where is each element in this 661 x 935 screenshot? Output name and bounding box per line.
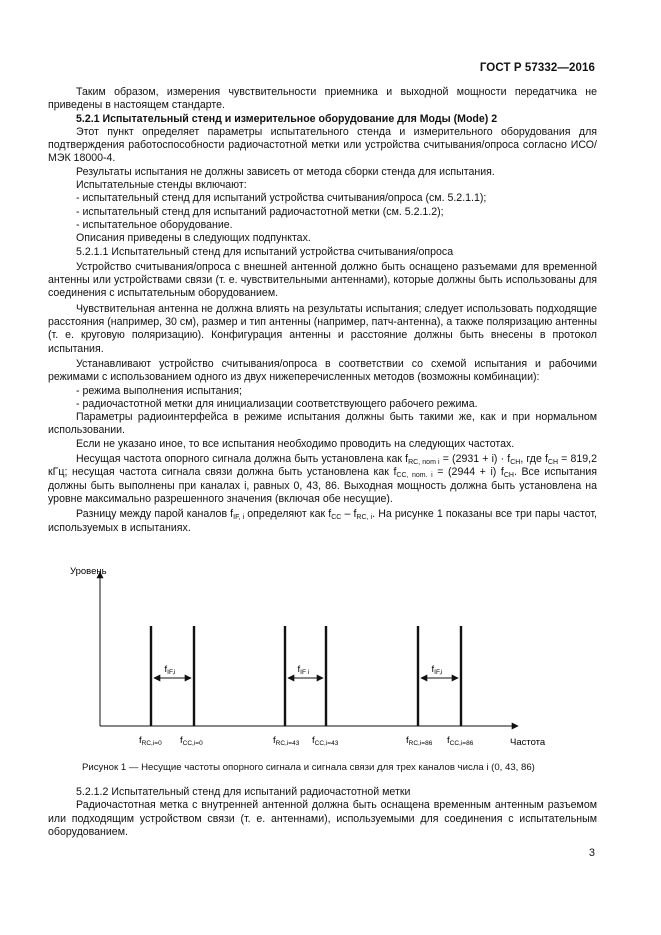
- difference-paragraph: Разницу между парой каналов $f_{IF, i}$ определяют как $f_{CC} - f_{RC, i}$. На рисунке 1 показаны все три пары частот, используемых в испытаниях.: [48, 508, 597, 534]
- y-axis-label: Уровень: [70, 566, 107, 577]
- frequency-paragraph: Несущая частота опорного сигнала должна быть установлена как $f_{RC, nom i} = (2931 + i) \cdot f_{CH}$, где $f_{CH} = 819,2$ кГц; несущая частота сигнала связи должна быть установлена как $f_{CC, nom. i} = (2944 + i)$ $f_{CH}$. Все испытания должны быть выполнены при каналах i, равных 0, 43, 86. Выходная мощность должна быть установлена на уровне максимально разрешенного значения (включая обе несущие).: [48, 453, 598, 505]
- paragraph: Устройство считывания/опроса с внешней антенной должно быть оснащено разъемами для временной антенны или устройствами связи (т. е. чувствительными антеннами), которые должны быть использованы для соединения с испытательным оборудованием.: [48, 260, 597, 300]
- paragraph: Испытательные стенды включают:: [76, 179, 247, 192]
- diagram-svg: [48, 562, 597, 762]
- main-text: [48, 86, 597, 535]
- following-text: [48, 786, 597, 839]
- subsection-heading: 5.2.1.1 Испытательный стенд для испытаний устройства считывания/опроса: [76, 245, 454, 258]
- document-header: ГОСТ Р 57332—2016: [479, 62, 595, 74]
- x-axis-label: Частота: [510, 737, 546, 748]
- paragraph: Результаты испытания не должны зависеть от метода сборки стенда для испытания.: [76, 165, 495, 178]
- cc-frequency-label: $f_{CC,i=0}$: [180, 735, 203, 747]
- list-item: - испытательный стенд для испытаний радиочастотной метки (см. 5.2.1.2);: [76, 205, 444, 218]
- frequency-diagram: [48, 562, 597, 762]
- paragraph: Таким образом, измерения чувствительности приемника и выходной мощности передатчика не приведены в настоящем стандарте.: [48, 86, 597, 112]
- section-heading: 5.2.1 Испытательный стенд и измерительное оборудование для Моды (Mode) 2: [76, 112, 498, 125]
- rc-frequency-label: $f_{RC,i=86}$: [406, 735, 433, 747]
- paragraph: Описания приведены в следующих подпунктах.: [76, 232, 311, 245]
- rc-frequency-label: $f_{RC,i=0}$: [139, 735, 162, 747]
- subsection-heading: 5.2.1.2 Испытательный стенд для испытаний радиочастотной метки: [76, 786, 411, 798]
- list-item: - радиочастотной метки для инициализации соответствующего рабочего режима.: [76, 397, 478, 410]
- cc-frequency-label: $f_{CC,i=86}$: [447, 735, 474, 747]
- page-number: 3: [588, 847, 595, 859]
- paragraph: Устанавливают устройство считывания/опроса в соответствии со схемой испытания и рабочими режимами с использованием одного из двух нижеперечисленных методов (возможны комбинации):: [48, 357, 597, 384]
- figure-caption: Рисунок 1 — Несущие частоты опорного сигнала и сигнала связи для трех каналов числа i (0, 43, 86): [82, 762, 535, 773]
- paragraph: Радиочастотная метка с внутренней антенной должна быть оснащена временным антенным разъемом или подходящим устройством связи (т. е. антеннами), используемыми для соединения с испытательным оборудованием.: [48, 799, 597, 838]
- cc-frequency-label: $f_{CC,i=43}$: [312, 735, 339, 747]
- list-item: - режима выполнения испытания;: [76, 384, 242, 397]
- paragraph: Этот пункт определяет параметры испытательного стенда и измерительного оборудования для подтверждения работоспособности радиочастотной метки или устройства считывания/опроса согласно ИСО/МЭК 18000-4.: [48, 125, 597, 165]
- paragraph: Параметры радиоинтерфейса в режиме испытания должны быть такими же, как и при нормальном использовании.: [48, 411, 597, 437]
- paragraph: Если не указано иное, то все испытания необходимо проводить на следующих частотах.: [76, 437, 515, 450]
- if-label: $f_{IF,i}$: [431, 664, 443, 676]
- list-item: - испытательное оборудование.: [76, 218, 233, 231]
- rc-frequency-label: $f_{RC,i=43}$: [273, 735, 300, 747]
- list-item: - испытательный стенд для испытаний устройства считывания/опроса (см. 5.2.1.1);: [76, 192, 487, 205]
- if-label: $f_{IF,i}$: [164, 664, 176, 676]
- if-label: $f_{IF i}$: [297, 664, 310, 676]
- paragraph: Чувствительная антенна не должна влиять на результаты испытания; следует использовать подходящие расстояния (например, 30 см), размер и тип антенны (например, патч-антенна), а также поляризацию антенны (т. е. круговую поляризацию). Конфигурация антенны и расстояние должны быть внесены в протокол испытания.: [48, 302, 597, 355]
